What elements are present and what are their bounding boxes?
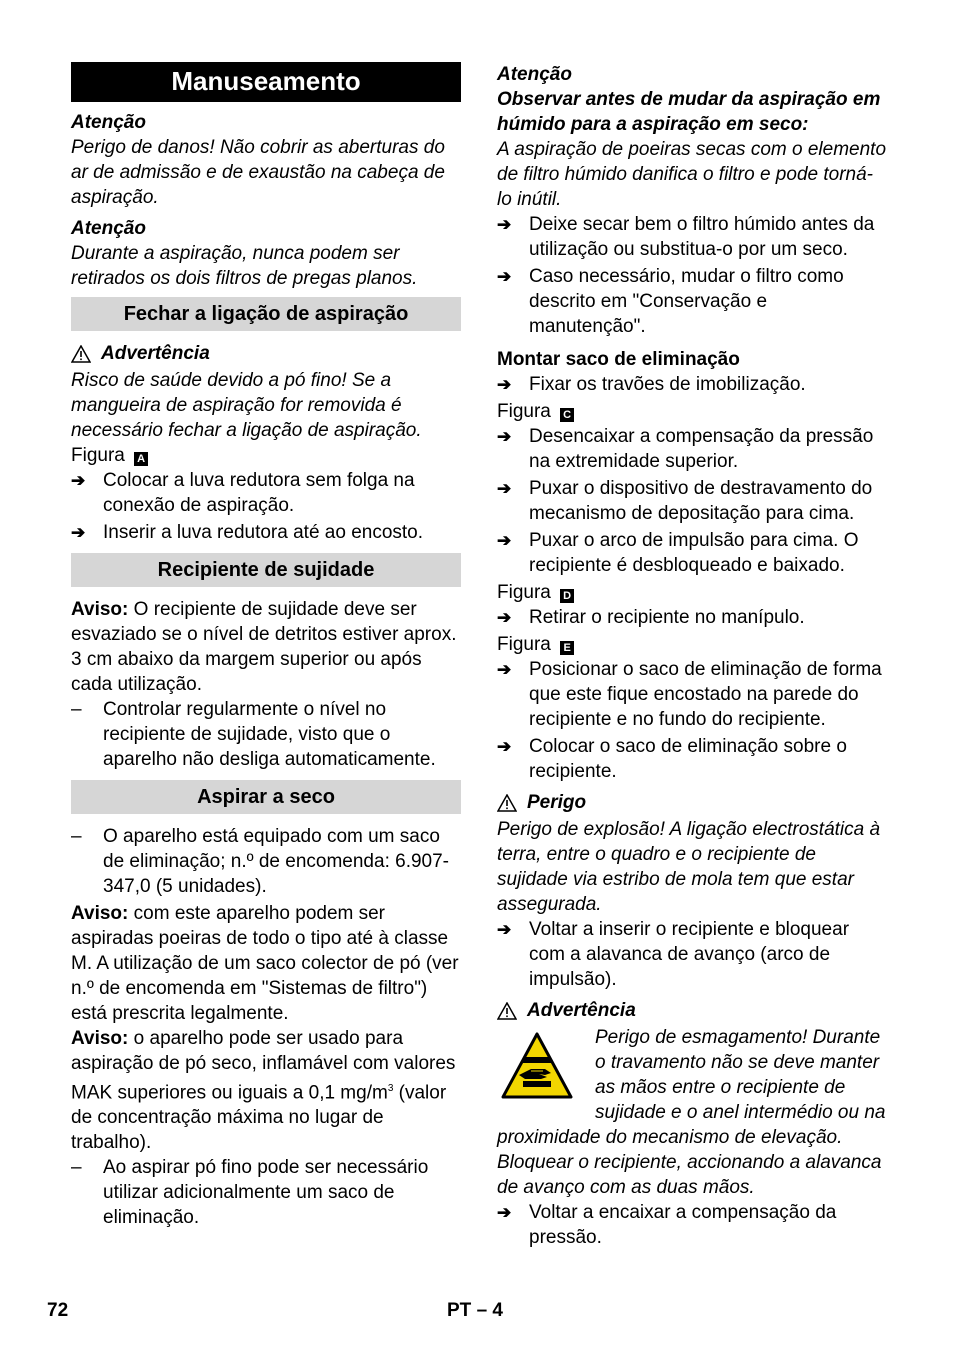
- arrow-icon: ➔: [497, 660, 512, 679]
- list-item: ➔ Colocar a luva redutora sem folga na conexão de aspiração.: [71, 470, 415, 516]
- note-text: Aviso: o aparelho pode ser usado para aspiração de pó seco, inflamável com valores MAK superiores ou iguais a 0,1 $mg/m^3$ (valor de concentração máxima no lugar de trabalho).: [71, 1028, 456, 1154]
- footer-lang: PT – 4: [447, 1300, 503, 1321]
- arrow-icon: ➔: [497, 375, 512, 394]
- attention-text: A aspiração de poeiras secas com o elemento de filtro húmido danifica o filtro e pode torná-lo inútil.: [497, 139, 887, 210]
- warning-triangle-icon: [71, 345, 91, 363]
- arrow-icon: ➔: [497, 479, 512, 498]
- warning-block: [497, 1025, 887, 1200]
- arrow-icon: ➔: [497, 1203, 512, 1222]
- attention-subheading: Observar antes de mudar da aspiração em húmido para a aspiração em seco:: [497, 89, 881, 135]
- warning-text: Risco de saúde devido a pó fino! Se a mangueira de aspiração for removida é necessário fechar a ligação de aspiração.: [71, 370, 422, 441]
- figure-ref: Figura A: [71, 443, 461, 468]
- list-item: – Controlar regularmente o nível no recipiente de sujidade, visto que o aparelho não desliga automaticamente.: [71, 699, 436, 770]
- list-item: ➔ Colocar o saco de eliminação sobre o recipiente.: [497, 736, 847, 782]
- list-item: ➔ Puxar o dispositivo de destravamento do mecanismo de depositação para cima.: [497, 478, 873, 524]
- warning-heading: Advertência: [497, 998, 887, 1023]
- list-item: – O aparelho está equipado com um saco de eliminação; n.º de encomenda: 6.907-347,0 (5 unidades).: [71, 826, 449, 897]
- page-title: Manuseamento: [71, 62, 461, 102]
- section-heading: Aspirar a seco: [71, 780, 461, 814]
- list-item: ➔ Deixe secar bem o filtro húmido antes da utilização ou substitua-o por um seco.: [497, 214, 875, 260]
- attention-text: Perigo de danos! Não cobrir as aberturas do ar de admissão e de exaustão na cabeça de aspiração.: [71, 137, 445, 208]
- note-text: Aviso: O recipiente de sujidade deve ser esvaziado se o nível de detritos estiver aprox. 3 cm abaixo da margem superior ou após cada utilização.: [71, 599, 457, 695]
- arrow-icon: ➔: [497, 737, 512, 756]
- dash-icon: –: [71, 826, 82, 847]
- hand-crush-warning-icon: [501, 1031, 573, 1103]
- list-item: ➔ Voltar a inserir o recipiente e bloquear com a alavanca de avanço (arco de impulsão).: [497, 919, 850, 990]
- warning-text: Perigo de esmagamento! Durante o travamento não se deve manter as mãos entre o recipiente de sujidade e o anel intermédio ou na proximidade do mecanismo de elevação. Bloquear o recipiente, accionando a alavanca de avanço com as duas mãos.: [497, 1027, 886, 1198]
- attention-heading: Atenção: [497, 64, 572, 85]
- subsection-title: Montar saco de eliminação: [497, 349, 740, 370]
- note-text: Aviso: com este aparelho podem ser aspiradas poeiras de todo o tipo até à classe M. A utilização de um saco colector de pó (ver n.º de encomenda em "Sistemas de filtro") está prescrita legalmente.: [71, 903, 459, 1024]
- figure-ref: Figura E: [497, 632, 887, 657]
- arrow-icon: ➔: [497, 215, 512, 234]
- arrow-icon: ➔: [497, 267, 512, 286]
- list-item: – Ao aspirar pó fino pode ser necessário utilizar adicionalmente um saco de eliminação.: [71, 1157, 429, 1229]
- list-item: ➔ Fixar os travões de imobilização.: [497, 374, 806, 395]
- section-heading: Recipiente de sujidade: [71, 553, 461, 587]
- arrow-icon: ➔: [497, 608, 512, 627]
- arrow-icon: ➔: [71, 471, 86, 490]
- arrow-icon: ➔: [497, 427, 512, 446]
- list-item: ➔ Retirar o recipiente no manípulo.: [497, 607, 805, 628]
- arrow-icon: ➔: [497, 920, 512, 939]
- figure-ref: Figura C: [497, 399, 887, 424]
- warning-triangle-icon: [497, 1002, 517, 1020]
- list-item: ➔ Caso necessário, mudar o filtro como descrito em "Conservação e manutenção".: [497, 266, 844, 337]
- dash-icon: –: [71, 1157, 82, 1179]
- list-item: ➔ Inserir a luva redutora até ao encosto.: [71, 522, 424, 543]
- section-heading: Fechar a ligação de aspiração: [71, 297, 461, 331]
- list-item: ➔ Posicionar o saco de eliminação de forma que este fique encostado na parede do recipiente e no fundo do recipiente.: [497, 659, 882, 730]
- arrow-icon: ➔: [497, 531, 512, 550]
- list-item: ➔ Desencaixar a compensação da pressão na extremidade superior.: [497, 426, 874, 472]
- attention-text: Durante a aspiração, nunca podem ser retirados os dois filtros de pregas planos.: [71, 243, 418, 289]
- danger-text: Perigo de explosão! A ligação electrostática à terra, entre o quadro e o recipiente de sujidade via estribo de mola tem que estar assegurada.: [497, 819, 881, 915]
- left-column: [71, 62, 461, 1232]
- attention-heading: Atenção: [71, 218, 146, 239]
- warning-heading: Advertência: [71, 341, 461, 366]
- list-item: ➔ Puxar o arco de impulsão para cima. O recipiente é desbloqueado e baixado.: [497, 530, 859, 576]
- figure-ref: Figura D: [497, 580, 887, 605]
- dash-icon: –: [71, 699, 82, 720]
- page-number: 72: [47, 1300, 69, 1321]
- right-column: [497, 62, 887, 1252]
- arrow-icon: ➔: [71, 523, 86, 542]
- danger-heading: Perigo: [497, 790, 887, 815]
- attention-heading: Atenção: [71, 112, 146, 133]
- list-item: ➔ Voltar a encaixar a compensação da pressão.: [497, 1202, 837, 1248]
- warning-triangle-icon: [497, 794, 517, 812]
